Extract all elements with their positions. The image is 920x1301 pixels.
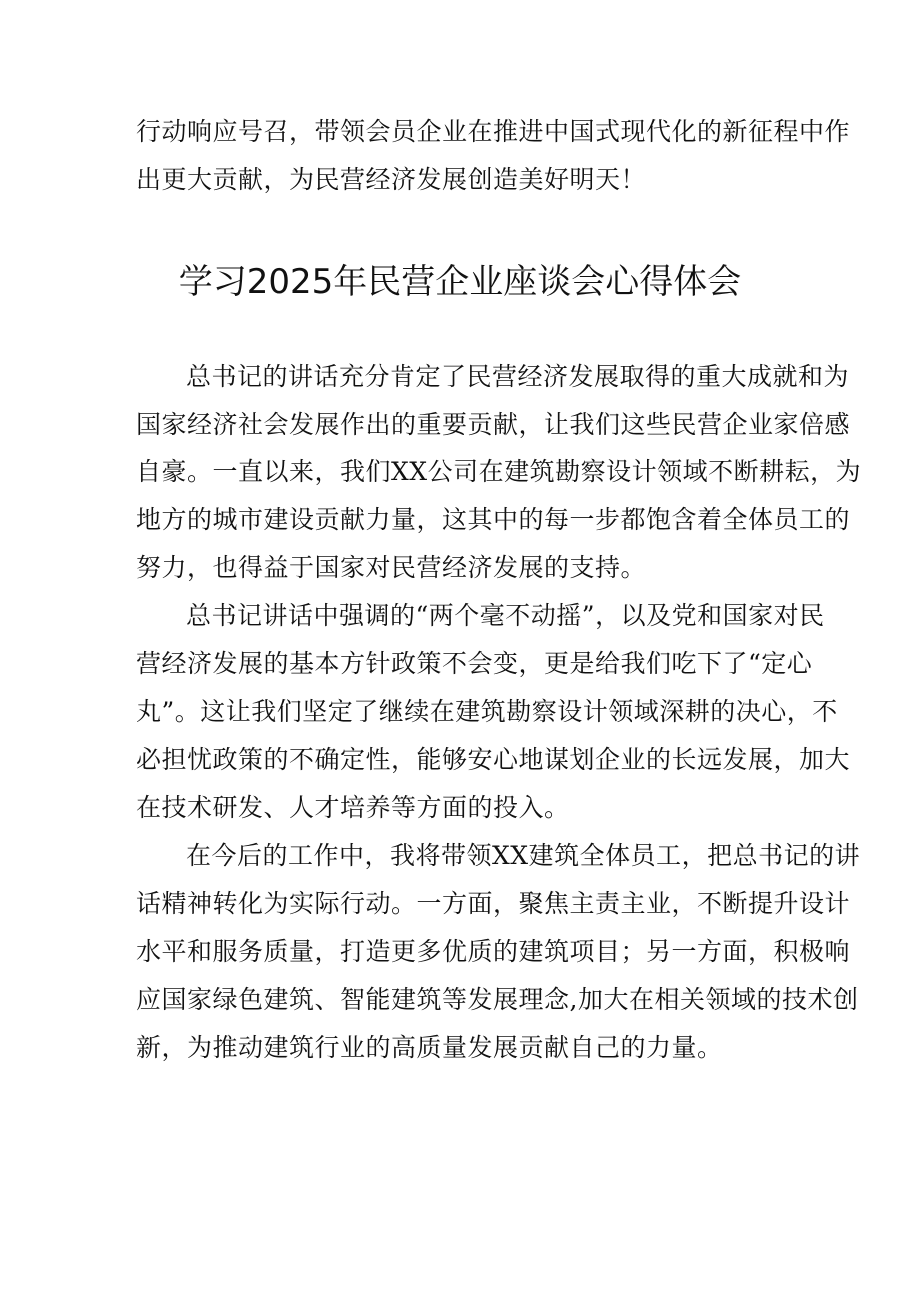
paragraph-2-line-4: 必担忧政策的不确定性，能够安心地谋划企业的长远发展，加大 [136,745,851,774]
paragraph-2-line-5: 在技术研发、人才培养等方面的投入。 [136,793,570,822]
paragraph-1-line-5: 努力，也得益于国家对民营经济发展的支持。 [136,553,647,582]
paragraph-1-line-1: 总书记的讲话充分肯定了民营经济发展取得的重大成就和为 [186,362,850,391]
paragraph-3-line-1: 在今后的工作中，我将带领XX建筑全体员工，把总书记的讲 [186,841,861,870]
paragraph-2-line-2: 营经济发展的基本方针政策不会变，更是给我们吃下了“定心 [136,649,813,678]
intro-line-1: 行动响应号召，带领会员企业在推进中国式现代化的新征程中作 [136,117,851,146]
paragraph-3-line-3: 水平和服务质量，打造更多优质的建筑项目；另一方面，积极响 [136,937,851,966]
intro-line-2: 出更大贡献，为民营经济发展创造美好明天！ [136,165,647,194]
paragraph-3-line-2: 话精神转化为实际行动。一方面，聚焦主责主业，不断提升设计 [136,889,851,918]
paragraph-1-line-4: 地方的城市建设贡献力量，这其中的每一步都饱含着全体员工的 [136,505,851,534]
paragraph-3-line-5: 新，为推动建筑行业的高质量发展贡献自己的力量。 [136,1033,723,1062]
document-title: 学习2025年民营企业座谈会心得体会 [178,262,742,302]
paragraph-1-line-2: 国家经济社会发展作出的重要贡献，让我们这些民营企业家倍感 [136,410,851,439]
paragraph-3-line-4: 应国家绿色建筑、智能建筑等发展理念,加大在相关领域的技术创 [136,985,859,1014]
paragraph-1-line-3: 自豪。一直以来，我们XX公司在建筑勘察设计领域不断耕耘，为 [136,457,862,486]
paragraph-2-line-1: 总书记讲话中强调的“两个毫不动摇”，以及党和国家对民 [186,601,825,630]
paragraph-2-line-3: 丸”。这让我们坚定了继续在建筑勘察设计领域深耕的决心，不 [136,697,838,726]
